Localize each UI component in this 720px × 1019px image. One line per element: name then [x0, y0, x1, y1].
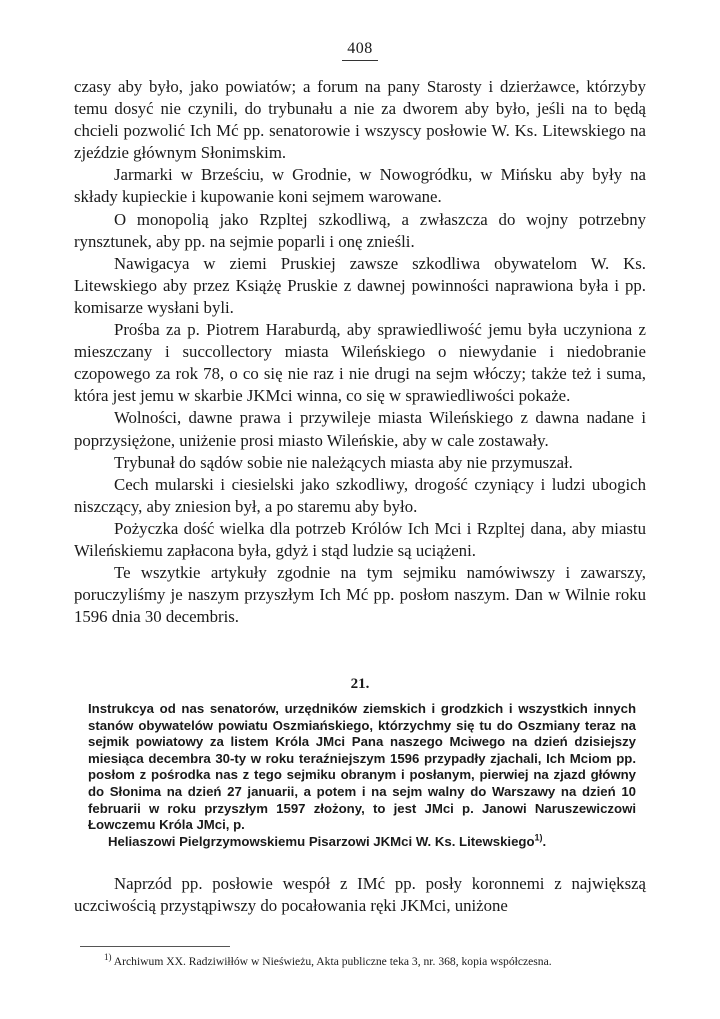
- paragraph: Cech mularski i ciesielski jako szkodliwy, drogość czyniący i ludzi ubogich niszczący, aby zniesion był, a po staremu aby było.: [74, 474, 646, 516]
- footnote-divider: [80, 946, 230, 947]
- paragraph: Wolności, dawne prawa i przywileje miasta Wileńskiego z dawna nadane i poprzysiężone, uniżenie prosi miasto Wileńskie, aby w cale zostawały.: [74, 408, 646, 450]
- instruction-last-line: Heliaszowi Pielgrzymowskiemu Pisarzowi JKMci W. Ks. Litewskiego$^{1)}$.: [108, 832, 547, 849]
- main-text: [74, 76, 646, 628]
- paragraph: Prośba za p. Piotrem Haraburdą, aby sprawiedliwość jemu była uczyniona z mieszczany i succollectory miasta Wileńskiego o niewydanie i niedobranie czopowego za rok 78, o co się nie raz i nie drugi na sejm włóczy; także też i suma, która jest jemu w skarbie JKMci winna, co się w sprawiedliwości pokaże.: [74, 320, 646, 406]
- section-number: 21.: [350, 676, 370, 692]
- paragraph: Jarmarki w Brześciu, w Grodnie, w Nowogródku, w Mińsku aby były na składy kupieckie i kupowanie koni sejmem warowane.: [74, 165, 646, 207]
- instruction-text: Instrukcya od nas senatorów, urzędników ziemskich i grodzkich i wszystkich innych stanów obywatelów powiatu Oszmiańskiego, którzychmy się tu do Oszmiany teraz na sejmik powiatowy za listem Króla JMci Pana naszego Mciwego na dzień dzisiejszy miesiąca decembra 30-ty w roku teraźniejszym 1596 przypadły zjachali, Ich Mciom pp. posłom z pośrodka nas z tego sejmiku obranym i posłanym, pierwiej na zjazd główny do Słonima na dzień 27 januarii, a potem i na sejm walny do Warszawy na dzień 10 februarii w roku przyszłym 1597 złożony, to jest JMci p. Janowi Naruszewiczowi Łowczemu Króla JMci, p.: [88, 701, 636, 833]
- paragraph: Trybunał do sądów sobie nie należących miasta aby nie przymuszał.: [114, 452, 573, 472]
- page-number: 408: [0, 40, 720, 61]
- instruction-heading: [88, 701, 636, 850]
- paragraph: czasy aby było, jako powiatów; a forum na pany Starosty i dzierżawce, którzyby temu dosyć nie czynili, do trybunału a nie za dworem aby było, jeśli na to będą chcieli pozwolić Ich Mć pp. senatorowie i wszyscy posłowie W. Ks. Litewskiego na zjeździe głównym Słonimskim.: [74, 77, 646, 163]
- footnote: [78, 954, 644, 969]
- paragraph: O monopolią jako Rzpltej szkodliwą, a zwłaszcza do wojny potrzebny rynsztunek, aby pp. na sejmie poparli i onę znieśli.: [74, 209, 646, 251]
- paragraph: Te wszytkie artykuły zgodnie na tym sejmiku namówiwszy i zawarszy, poruczyliśmy je naszym przyszłym Ich Mć pp. posłom naszym. Dan w Wilnie roku 1596 dnia 30 decembris.: [74, 563, 646, 627]
- opening-paragraph: Naprzód pp. posłowie wespół z IMć pp. posły koronnemi z największą uczciwością przystąpiwszy do pocałowania ręki JKMci, uniżone: [74, 874, 646, 916]
- paragraph: Nawigacya w ziemi Pruskiej zawsze szkodliwa obywatelom W. Ks. Litewskiego aby przez Książę Pruskie z dawnej powinności naprawiona była i pp. komisarze wysłani byli.: [74, 253, 646, 317]
- paragraph: Pożyczka dość wielka dla potrzeb Królów Ich Mci i Rzpltej dana, aby miastu Wileńskiemu zapłacona była, gdyż i stąd ludzie są uciążeni.: [74, 518, 646, 560]
- footnote-reference[interactable]: 1): [534, 832, 543, 843]
- footnote-text: Archiwum XX. Radziwiłłów w Nieświeżu, Akta publiczne teka 3, nr. 368, kopia współczesna.: [113, 955, 552, 968]
- footnote-mark: 1): [104, 952, 112, 963]
